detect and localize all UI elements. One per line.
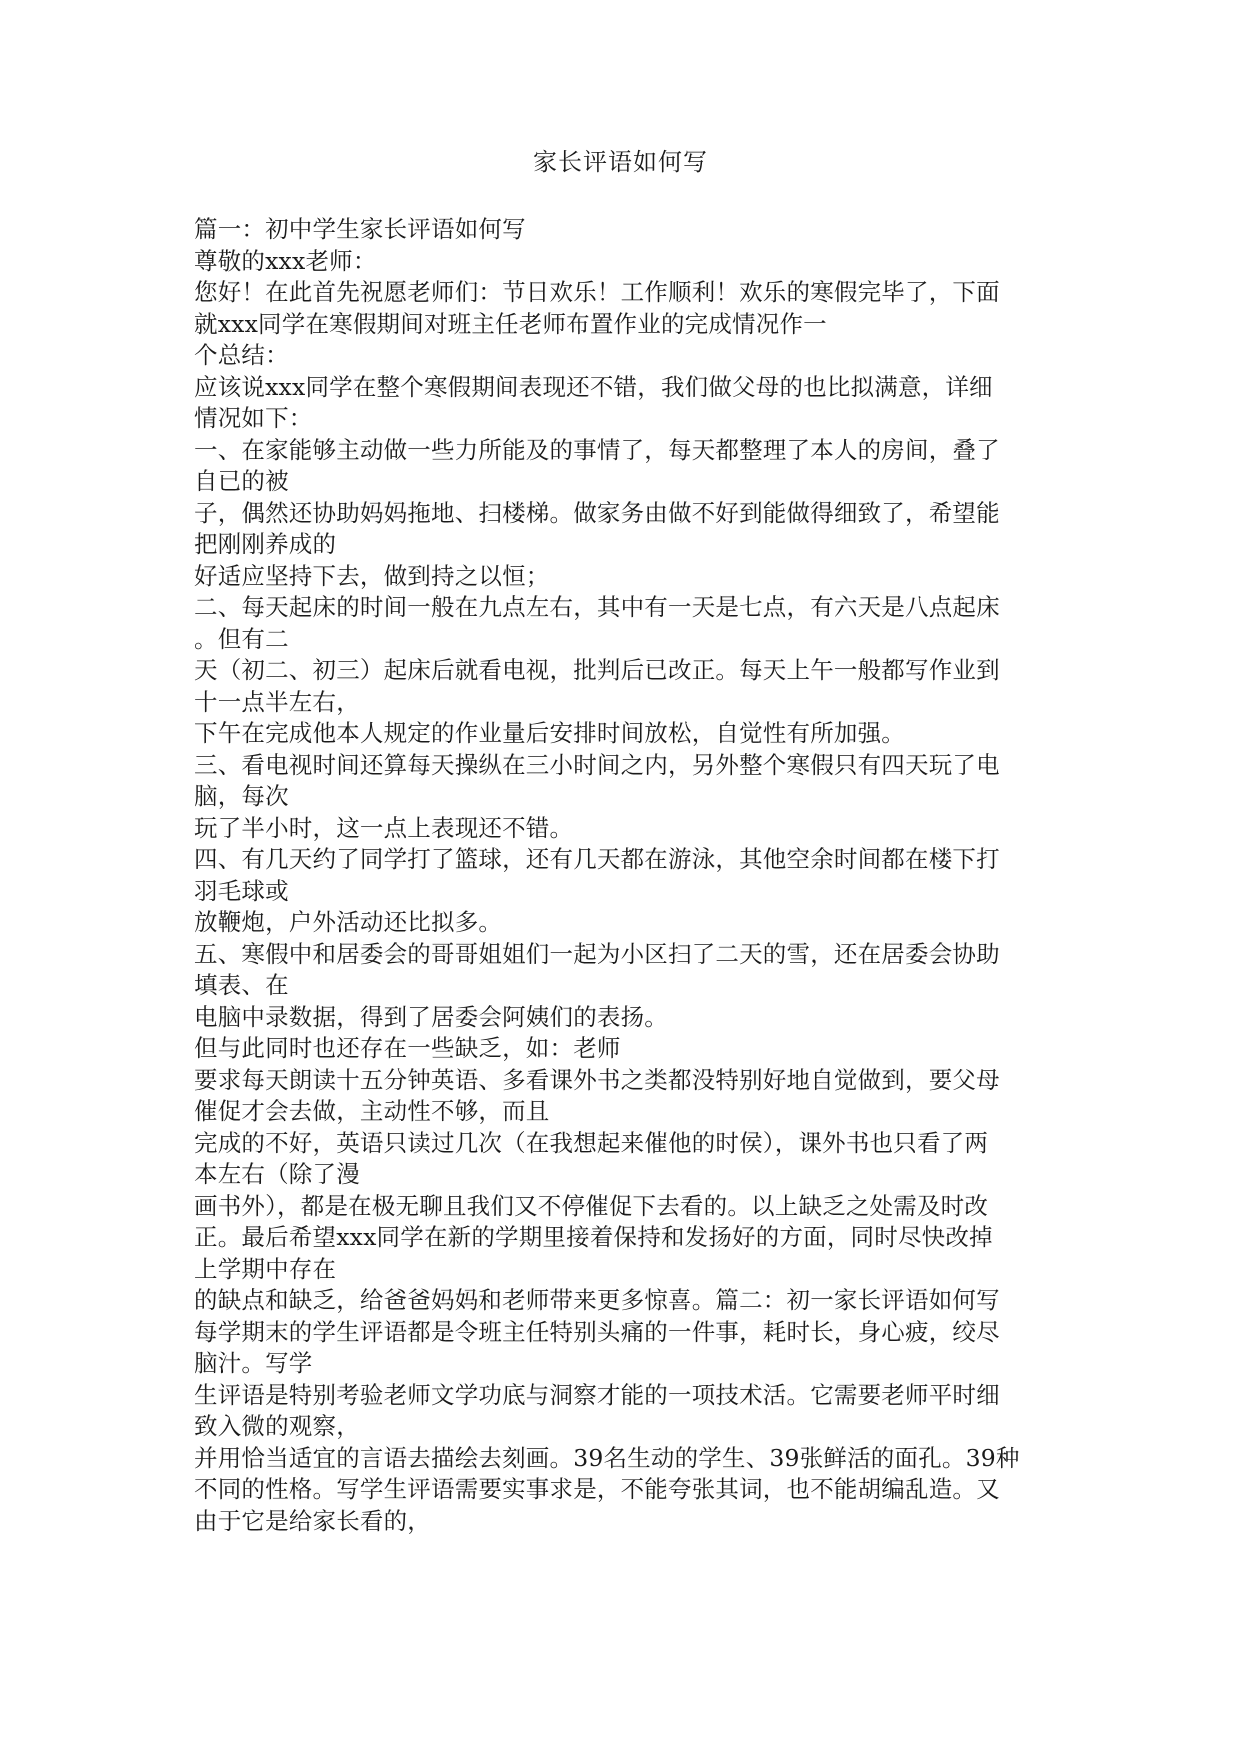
text-line: 脑汁。写学 [194, 1349, 313, 1377]
text-line: 的缺点和缺乏，给爸爸妈妈和老师带来更多惊喜。篇二：初一家长评语如何写 [194, 1286, 1000, 1314]
text-line: 电脑中录数据，得到了居委会阿姨们的表扬。 [194, 1002, 668, 1031]
text-line: 填表、在 [194, 971, 289, 999]
document-title: 家长评语如何写 [533, 148, 708, 176]
text-line: 。但有二 [194, 624, 289, 653]
text-line: 完成的不好，英语只读过几次（在我想起来催他的时侯），课外书也只看了两 [194, 1128, 989, 1157]
document-body [194, 214, 1044, 1537]
text-line: 每学期末的学生评语都是令班主任特别头痛的一件事，耗时长，身心疲，绞尽 [194, 1317, 1000, 1346]
text-line: 羽毛球或 [194, 876, 289, 905]
text-line: 四、有几天约了同学打了篮球，还有几天都在游泳，其他空余时间都在楼下打 [194, 845, 1000, 873]
text-line: 三、看电视时间还算每天操纵在三小时间之内，另外整个寒假只有四天玩了电 [194, 750, 1000, 779]
text-line: 就xxx同学在寒假期间对班主任老师布置作业的完成情况作一 [194, 309, 827, 338]
text-line: 个总结： [194, 341, 289, 369]
text-line: 尊敬的xxx老师： [194, 246, 377, 275]
text-line: 自已的被 [194, 467, 289, 495]
text-line: 并用恰当适宜的言语去描绘去刻画。39名生动的学生、39张鲜活的面孔。39种 [194, 1443, 1020, 1472]
text-line: 子，偶然还协助妈妈拖地、扫楼梯。做家务由做不好到能做得细致了，希望能 [194, 498, 1000, 527]
text-line: 五、寒假中和居委会的哥哥姐姐们一起为小区扫了二天的雪，还在居委会协助 [194, 939, 1000, 968]
text-line: 情况如下： [194, 404, 313, 432]
text-line: 本左右（除了漫 [194, 1160, 360, 1188]
text-line: 正。最后希望xxx同学在新的学期里接着保持和发扬好的方面，同时尽快改掉 [194, 1223, 993, 1251]
text-line: 十一点半左右， [194, 687, 360, 716]
text-line: 致入微的观察， [194, 1412, 360, 1440]
text-line: 由于它是给家长看的， [194, 1506, 431, 1535]
text-line: 脑，每次 [194, 782, 289, 810]
text-line: 生评语是特别考验老师文学功底与洞察才能的一项技术活。它需要老师平时细 [194, 1380, 1000, 1409]
text-line: 但与此同时也还存在一些缺乏，如：老师 [194, 1034, 621, 1062]
text-line: 您好！在此首先祝愿老师们：节日欢乐！工作顺利！欢乐的寒假完毕了，下面 [194, 278, 1000, 306]
text-line: 下午在完成他本人规定的作业量后安排时间放松，自觉性有所加强。 [194, 719, 905, 747]
text-line: 玩了半小时，这一点上表现还不错。 [194, 813, 574, 842]
text-line: 二、每天起床的时间一般在九点左右，其中有一天是七点，有六天是八点起床 [194, 593, 1000, 621]
text-line: 天（初二、初三）起床后就看电视，批判后已改正。每天上午一般都写作业到 [194, 656, 1000, 684]
text-line: 应该说xxx同学在整个寒假期间表现还不错，我们做父母的也比拟满意，详细 [194, 372, 993, 401]
text-line: 催促才会去做，主动性不够，而且 [194, 1097, 550, 1125]
text-line: 放鞭炮，户外活动还比拟多。 [194, 908, 503, 936]
text-line: 画书外），都是在极无聊且我们又不停催促下去看的。以上缺乏之处需及时改 [194, 1191, 989, 1220]
text-line: 上学期中存在 [194, 1254, 337, 1283]
text-line: 一、在家能够主动做一些力所能及的事情了，每天都整理了本人的房间，叠了 [194, 435, 1000, 464]
text-line: 好适应坚持下去，做到持之以恒； [194, 561, 550, 590]
text-line: 把刚刚养成的 [194, 530, 337, 558]
text-line: 篇一：初中学生家长评语如何写 [194, 215, 526, 243]
text-line: 不同的性格。写学生评语需要实事求是，不能夸张其词，也不能胡编乱造。又 [194, 1475, 1000, 1503]
text-line: 要求每天朗读十五分钟英语、多看课外书之类都没特别好地自觉做到，要父母 [194, 1065, 1000, 1094]
